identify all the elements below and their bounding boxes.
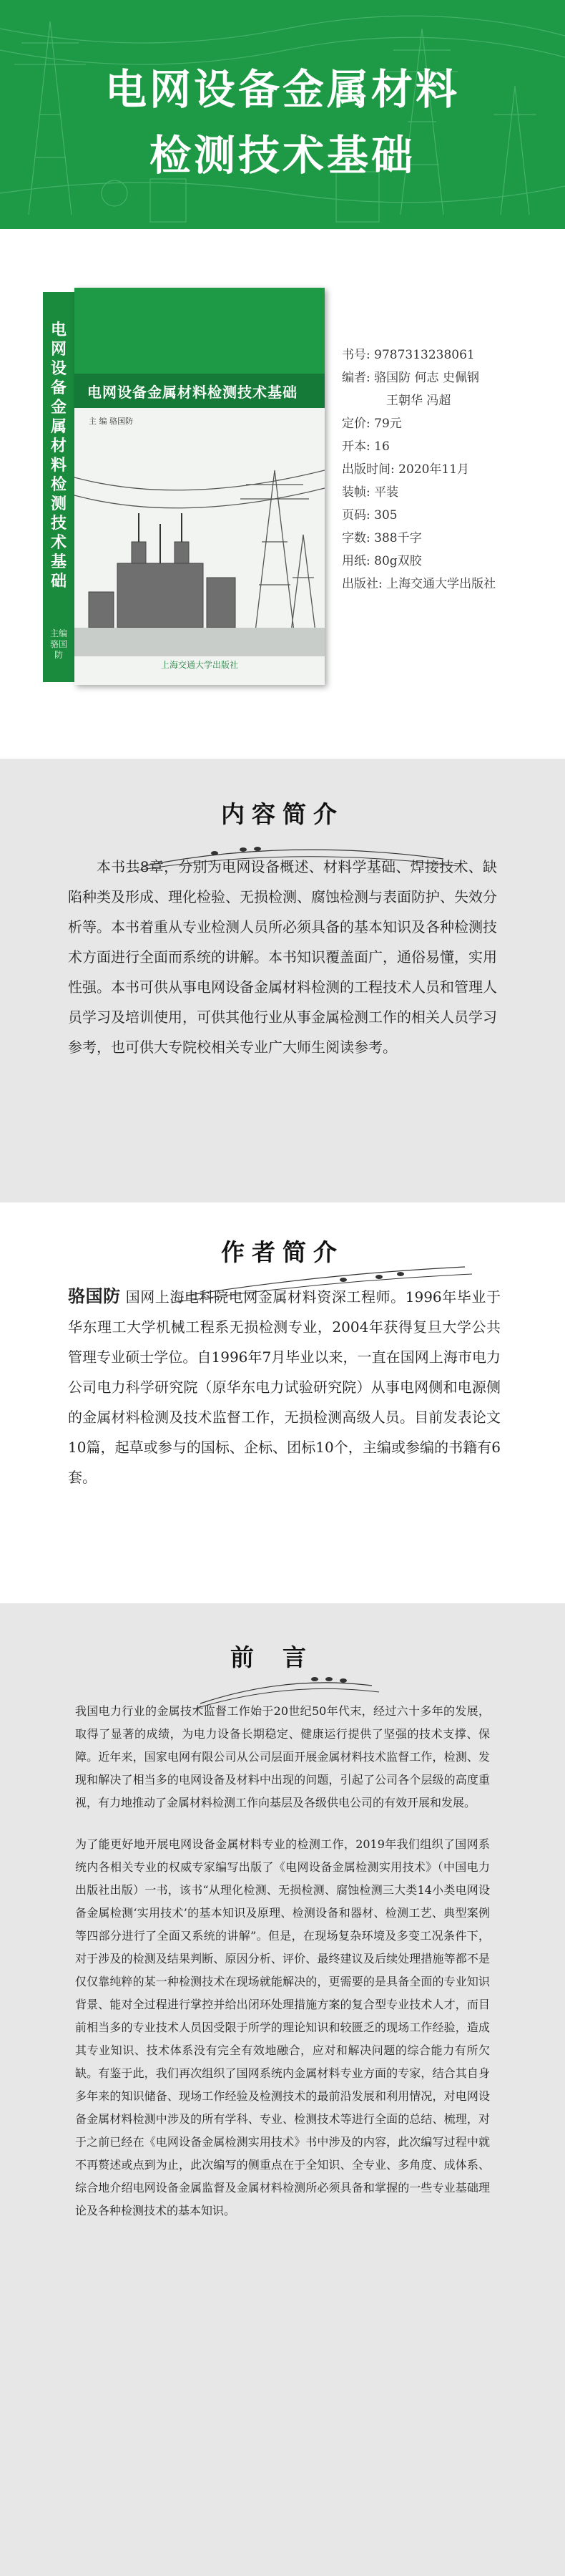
book-front-cover — [74, 288, 325, 685]
book-spine — [43, 292, 74, 682]
cover-title: 电网设备金属材料检测技术基础 — [87, 384, 298, 401]
intro-section — [0, 759, 565, 1202]
header-banner — [0, 0, 565, 229]
isbn: 书号: 9787313238061 — [342, 348, 475, 362]
publisher: 出版社: 上海交通大学出版社 — [342, 577, 496, 591]
preface-para2: 为了能更好地开展电网设备金属材料专业的检测工作，2019年我们组织了国网系统内各相关专业的权威专家编写出版了《电网设备金属检测实用技术》（中国电力出版社出版）一书，该书“从理化检测、无损检测、腐蚀检测三大类14小类电网设备金属检测‘实用技术’的基本知识及原理、检测设备和器材、检测工艺、典型案例等四部分进行了全面又系统的讲解”。但是，在现场复杂环境及多变工况条件下，对于涉及的检测及结果判断、原因分析、评价、最终建议及后续处理措施等都不是仅仅靠纯粹的某一种检测技术在现场就能解决的，更需要的是具备全面的专业知识背景、能对全过程进行掌控并给出闭环处理措施方案的复合型专业技术人才，而目前相当多的专业技术人员因受限于所学的理论知识和较匮乏的现场工作经验，造成其专业知识、技术体系没有完全有效地融合，应对和解决问题的综合能力有所欠缺。有鉴于此，我们再次组织了国网系统内金属材料专业方面的专家，结合其自身多年来的知识储备、现场工作经验及检测技术的最前沿发展和利用情况，对电网设备金属材料检测中涉及的所有学科、专业、检测技术等进行全面的总结、梳理，对于之前已经在《电网设备金属检测实用技术》书中涉及的内容，此次编写过程中就不再赘述或点到为止，此次编写的侧重点在于全知识、全专业、多角度、成体系、综合地介绍电网设备金属监督及金属材料检测所必须具备和掌握的一些专业基础理论及各种检测技术的基本知识。 — [75, 1837, 490, 2217]
pub-date: 出版时间: 2020年11月 — [342, 462, 470, 477]
book-info-section — [0, 229, 565, 759]
pages: 页码: 305 — [342, 508, 398, 523]
format: 开本: 16 — [342, 439, 390, 454]
author-bio — [68, 1281, 501, 1492]
spine-author: 主编 骆国防 — [50, 628, 68, 660]
preface-section — [0, 1603, 565, 2576]
preface-title: 前言 — [230, 1643, 335, 1671]
book-details — [342, 344, 496, 596]
author-text: 国网上海电科院电网金属材料资深工程师。1996年毕业于华东理工大学机械工程系无损检测专业，2004年获得复旦大学公共管理专业硕士学位。自1996年7月毕业以来，一直在国网上海市电力公司电力科学研究院（原华东电力试验研究院）从事电网侧和电源侧的金属材料检测及技术监督工作，无损检测高级人员。目前发表论文10篇，起草或参与的国标、企标、团标10个，主编或参编的书籍有6套。 — [68, 1288, 501, 1486]
book-cover-image — [43, 288, 325, 685]
price: 定价: 79元 — [342, 417, 402, 431]
intro-title: 内容简介 — [221, 800, 344, 828]
preface-body — [75, 1700, 490, 2222]
author-title: 作者简介 — [221, 1238, 344, 1266]
editors: 编者: 骆国防 何志 史佩钢 — [342, 371, 479, 385]
substation-illustration — [74, 456, 325, 656]
header-title-line2: 检测技术基础 — [149, 131, 416, 180]
cover-publisher: 上海交通大学出版社 — [160, 660, 238, 670]
editors-continued: 王朝华 冯超 — [386, 394, 451, 408]
paper: 用纸: 80g双胶 — [342, 554, 422, 568]
cover-top-band — [74, 288, 325, 377]
author-name: 骆国防 — [68, 1285, 121, 1306]
cover-author: 主 编 骆国防 — [89, 417, 133, 426]
intro-text: 本书共8章，分别为电网设备概述、材料学基础、焊接技术、缺陷种类及形成、理化检验、无损检测、腐蚀检测与表面防护、失效分析等。本书着重从专业检测人员所必须具备的基本知识及各种检测技术方面进行全面而系统的讲解。本书知识覆盖面广，通俗易懂，实用性强。本书可供从事电网设备金属材料检测的工程技术人员和管理人员学习及培训使用，可供其他行业从事金属检测工作的相关人员学习参考，也可供大专院校相关专业广大师生阅读参考。 — [68, 858, 497, 1056]
author-section — [0, 1202, 565, 1603]
spine-title: 电网设备金属材料检测技术基础 — [50, 321, 67, 590]
words: 字数: 388千字 — [342, 531, 422, 545]
header-title-line1: 电网设备金属材料 — [104, 65, 460, 114]
preface-para1: 我国电力行业的金属技术监督工作始于20世纪50年代末，经过六十多年的发展，取得了显著的成绩，为电力设备长期稳定、健康运行提供了坚强的技术支撑、保障。近年来，国家电网有限公司从公司层面开展金属材料技术监督工作，检测、发现和解决了相当多的电网设备及材料中出现的问题，引起了公司各个层级的高度重视，有力地推动了金属材料检测工作向基层及各级供电公司的有效开展和发展。 — [75, 1704, 490, 1809]
binding: 装帧: 平装 — [342, 485, 399, 500]
